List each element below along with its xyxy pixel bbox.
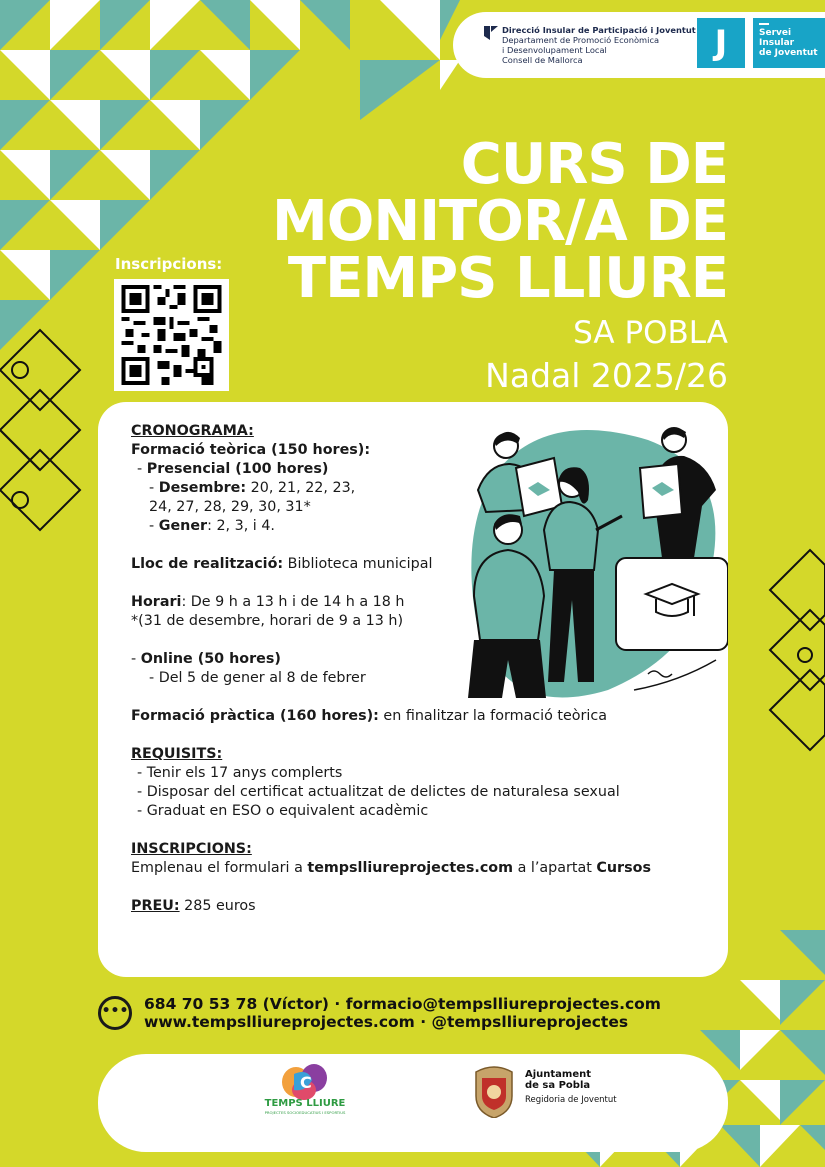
inscripcions-section: Cursos — [596, 860, 651, 876]
header-org-line1: Direcció Insular de Participació i Joventut — [502, 25, 696, 35]
title-line2: MONITOR/A DE — [272, 189, 728, 254]
preu-label: PREU: — [131, 898, 180, 914]
footer-card — [98, 1054, 728, 1152]
course-details — [131, 422, 691, 916]
temps-lliure-subtitle: PROJECTES SOCIOEDUCATIUS I ESPORTIUS — [264, 1110, 346, 1115]
location-subtitle: SA POBLA — [573, 315, 728, 351]
inscripcions-heading: INSCRIPCIONS: — [131, 841, 252, 857]
contact-line1[interactable]: 684 70 53 78 (Víctor) · formacio@tempslliureprojectes.com — [144, 995, 661, 1013]
title-line1: CURS DE — [460, 132, 728, 197]
servei-line2: Insular — [759, 38, 795, 48]
online-dates: - Del 5 de gener al 8 de febrer — [149, 670, 366, 686]
horari-value: : De 9 h a 13 h i de 14 h a 18 h — [181, 594, 405, 610]
preu-value: 285 euros — [179, 898, 256, 914]
desembre-days-b: 24, 27, 28, 29, 30, 31* — [149, 499, 311, 515]
inscripcions-site-link[interactable]: tempslliureprojectes.com — [307, 860, 514, 876]
contact-line2[interactable]: www.tempslliureprojectes.com · @tempslliureprojectes — [144, 1013, 629, 1031]
page-title — [180, 132, 728, 311]
online-prefix: - — [131, 651, 141, 667]
lloc-label: Lloc de realització: — [131, 556, 284, 572]
more-contact-icon: ••• — [98, 996, 132, 1030]
presencial-label: Presencial (100 hores) — [146, 461, 329, 477]
servei-insular-logo — [753, 18, 825, 68]
inscripcions-text-a: Emplenau el formulari a — [131, 860, 308, 876]
requirement-item: - Disposar del certificat actualitzat de delictes de naturalesa sexual — [137, 784, 620, 800]
qr-code[interactable] — [114, 279, 229, 391]
ajt-line1: Ajuntament — [525, 1069, 592, 1080]
horari-note: *(31 de desembre, horari de 9 a 13 h) — [131, 613, 404, 629]
inscripcions-label: Inscripcions: — [115, 255, 223, 273]
ajt-line2: de sa Pobla — [525, 1080, 591, 1091]
svg-text:C: C — [300, 1073, 312, 1092]
presencial-prefix: - — [137, 461, 147, 477]
servei-line3: de Joventut — [759, 48, 818, 58]
requisits-heading: REQUISITS: — [131, 746, 223, 762]
horari-label: Horari — [131, 594, 182, 610]
practica-value: en finalitzar la formació teòrica — [378, 708, 608, 724]
online-label: Online (50 hores) — [140, 651, 281, 667]
consell-logo-icon — [484, 26, 498, 40]
header-org-line3: i Desenvolupament Local — [502, 45, 607, 55]
header-org-text — [502, 25, 696, 65]
servei-dash — [759, 23, 769, 25]
desembre-days-a: 20, 21, 22, 23, — [246, 480, 356, 496]
inscripcions-text-b: a l’apartat — [513, 860, 597, 876]
contact-info — [144, 995, 661, 1031]
ajuntament-text — [525, 1069, 617, 1106]
practica-label: Formació pràctica (160 hores): — [131, 708, 379, 724]
gener-prefix: - — [149, 518, 159, 534]
temps-lliure-name: TEMPS LLIURE — [264, 1098, 346, 1109]
cronograma-heading: CRONOGRAMA: — [131, 423, 254, 439]
ajuntament-crest-icon — [472, 1062, 516, 1118]
teorica-label: Formació teòrica (150 hores): — [131, 442, 371, 458]
header-org-line2: Departament de Promoció Econòmica — [502, 35, 660, 45]
servei-j-logo: J — [697, 18, 745, 68]
gener-label: Gener — [158, 518, 208, 534]
season-subtitle: Nadal 2025/26 — [485, 356, 728, 395]
ajt-line3: Regidoria de Joventut — [525, 1095, 617, 1105]
title-line3: TEMPS LLIURE — [287, 246, 728, 311]
qr-code-icon — [120, 285, 223, 385]
requirement-item: - Graduat en ESO o equivalent acadèmic — [137, 803, 429, 819]
desembre-label: Desembre: — [158, 480, 247, 496]
header-org-line4: Consell de Mallorca — [502, 55, 583, 65]
lloc-value: Biblioteca municipal — [283, 556, 433, 572]
requirement-item: - Tenir els 17 anys complerts — [137, 765, 343, 781]
gener-days: : 2, 3, i 4. — [207, 518, 275, 534]
servei-line1: Servei — [759, 28, 792, 38]
desembre-prefix: - — [149, 480, 159, 496]
